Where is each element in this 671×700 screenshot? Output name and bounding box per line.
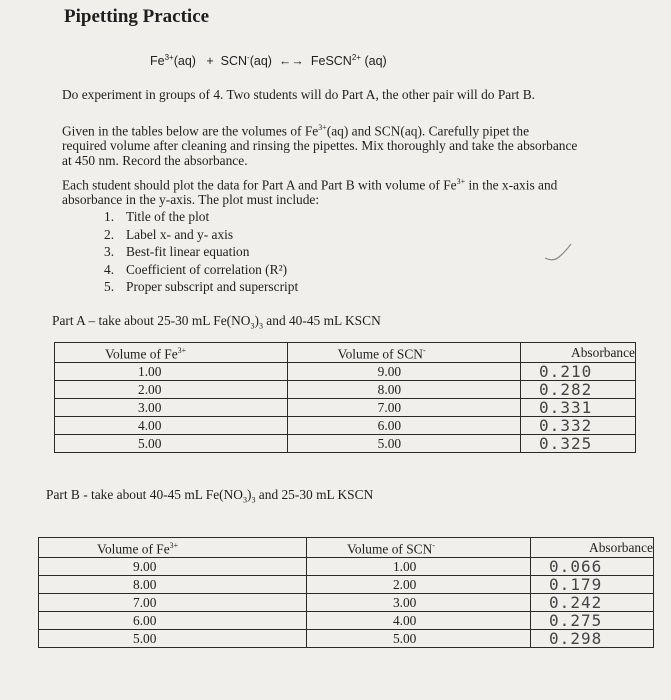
table-row	[39, 612, 654, 630]
instructions-groups: Do experiment in groups of 4. Two students will do Part A, the other pair will do Part B.	[62, 87, 536, 102]
cell-fe: 3.00	[55, 399, 288, 417]
col-absorbance: Absorbance	[521, 343, 636, 363]
cell-fe: 9.00	[39, 558, 307, 576]
table-row	[39, 594, 654, 612]
table-row	[55, 381, 636, 399]
col-absorbance: Absorbance	[531, 538, 654, 558]
table-header-row	[55, 343, 636, 363]
cell-fe: 5.00	[55, 435, 288, 453]
part-b-heading: Part B - take about 40-45 mL $Fe(NO_3)_3$ and 25-30 mL KSCN	[46, 487, 374, 505]
table-header-row	[39, 538, 654, 558]
col-volume-scn: Volume of SCN-	[306, 538, 530, 558]
checkmark-icon	[543, 240, 573, 262]
reaction-equation: $Fe^{3+}(aq)$ + SCN-(aq) ←→ FeSCN$^{2+}$ (aq)	[150, 53, 387, 69]
cell-absorbance: 0.210	[521, 363, 636, 381]
table-row	[55, 399, 636, 417]
part-a-table	[54, 342, 636, 453]
part-a-heading: Part A – take about 25-30 mL $Fe(NO_3)_3$ and 40-45 mL KSCN	[52, 313, 381, 331]
list-item: 5. Proper subscript and superscript	[104, 279, 299, 294]
cell-absorbance: 0.275	[531, 612, 654, 630]
table-row	[55, 417, 636, 435]
instructions-volumes: Given in the tables below are the volumes of $Fe^{3+}(aq)$ and SCN(aq). Carefully pipet the required volume after cleaning and rinsing the pipettes. Mix thoroughly and take the absorbance at 450 nm. Record the absorbance.	[62, 123, 578, 169]
cell-scn: 1.00	[306, 558, 530, 576]
cell-scn: 3.00	[306, 594, 530, 612]
cell-scn: 7.00	[287, 399, 520, 417]
cell-scn: 8.00	[287, 381, 520, 399]
cell-absorbance: 0.242	[531, 594, 654, 612]
cell-absorbance: 0.332	[521, 417, 636, 435]
cell-scn: 5.00	[287, 435, 520, 453]
col-volume-scn: Volume of SCN-	[287, 343, 520, 363]
cell-fe: 2.00	[55, 381, 288, 399]
cell-absorbance: 0.298	[531, 630, 654, 648]
table-row	[39, 558, 654, 576]
table-row	[55, 363, 636, 381]
cell-fe: 1.00	[55, 363, 288, 381]
cell-fe: 8.00	[39, 576, 307, 594]
table-row	[39, 576, 654, 594]
instructions-plot: Each student should plot the data for Part A and Part B with volume of $Fe^{3+}$ in the x-axis and absorbance in the y-axis. The plot must include:	[62, 177, 558, 208]
cell-fe: 6.00	[39, 612, 307, 630]
table-row	[55, 435, 636, 453]
list-item: 3. Best-fit linear equation	[104, 244, 250, 259]
cell-fe: 7.00	[39, 594, 307, 612]
plot-requirements-list	[104, 208, 298, 296]
cell-absorbance: 0.325	[521, 435, 636, 453]
cell-scn: 5.00	[306, 630, 530, 648]
list-item: 2. Label x- and y- axis	[104, 226, 234, 242]
part-b-table	[38, 537, 654, 648]
col-volume-fe: Volume of $Fe^{3+}$	[55, 343, 288, 363]
cell-fe: 4.00	[55, 417, 288, 435]
cell-absorbance: 0.282	[521, 381, 636, 399]
cell-scn: 2.00	[306, 576, 530, 594]
cell-absorbance: 0.066	[531, 558, 654, 576]
cell-absorbance: 0.179	[531, 576, 654, 594]
col-volume-fe: Volume of $Fe^{3+}$	[39, 538, 307, 558]
list-item: 4. Coefficient of correlation (R²)	[104, 261, 288, 277]
table-row	[39, 630, 654, 648]
cell-fe: 5.00	[39, 630, 307, 648]
page-title: Pipetting Practice	[64, 6, 210, 27]
cell-scn: 4.00	[306, 612, 530, 630]
list-item: 1. Title of the plot	[104, 209, 210, 224]
cell-absorbance: 0.331	[521, 399, 636, 417]
cell-scn: 6.00	[287, 417, 520, 435]
cell-scn: 9.00	[287, 363, 520, 381]
